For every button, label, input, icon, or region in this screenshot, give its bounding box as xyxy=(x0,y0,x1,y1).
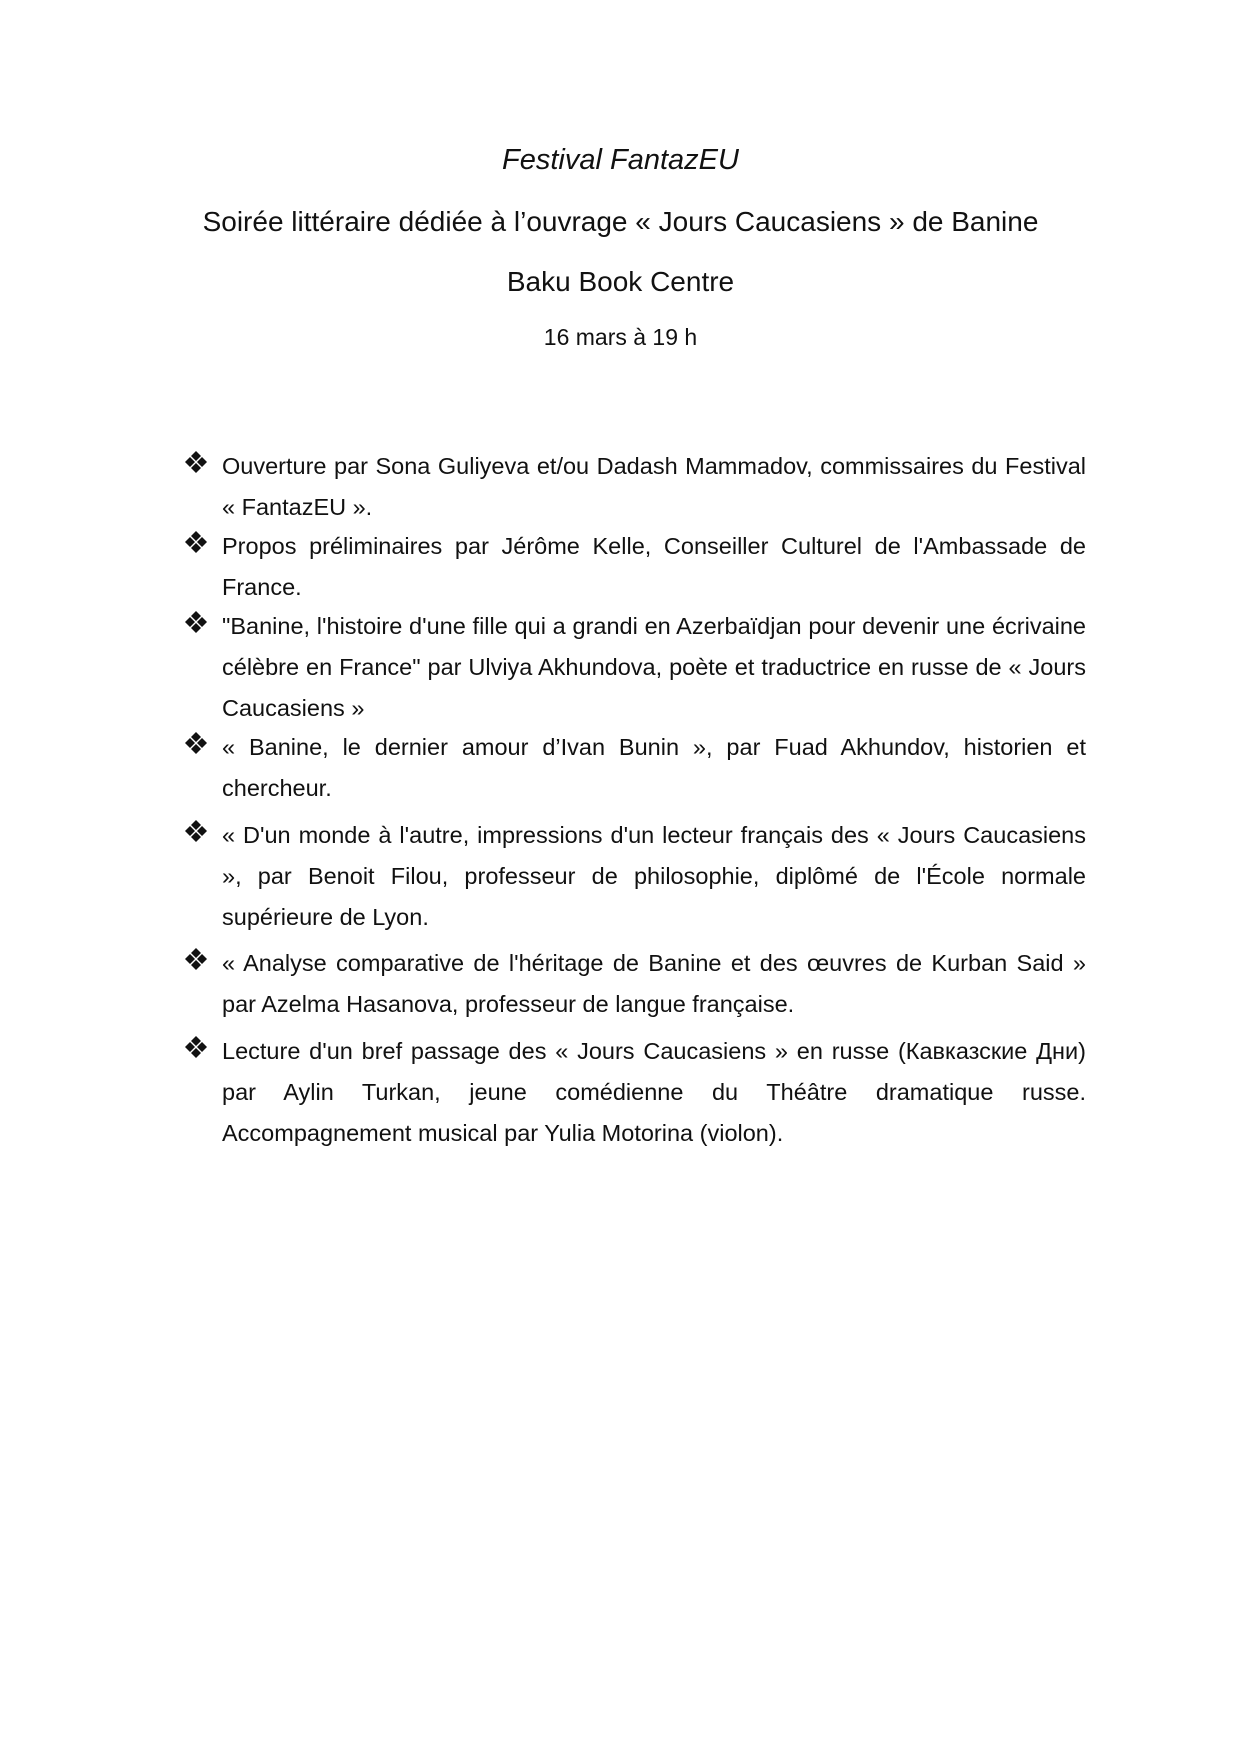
program-item-text: Lecture d'un bref passage des « Jours Caucasiens » en russe (Кавказские Дни) par Aylin Turkan, jeune comédienne du Théâtre dramatique russe. Accompagnement musical par Yulia Motorina (violon). xyxy=(222,1038,1086,1146)
diamond-four-bullet-icon xyxy=(184,610,208,634)
event-subtitle: Soirée littéraire dédiée à l’ouvrage « Jours Caucasiens » de Banine xyxy=(202,206,1039,237)
diamond-four-bullet-icon xyxy=(184,1035,208,1059)
diamond-four-bullet-icon xyxy=(184,530,208,554)
program-item-text: « Analyse comparative de l'héritage de Banine et des œuvres de Kurban Said » par Azelma Hasanova, professeur de langue française. xyxy=(222,950,1086,1017)
diamond-four-bullet-icon xyxy=(184,731,208,755)
diamond-four-bullet-icon xyxy=(184,819,208,843)
program-item-text: "Banine, l'histoire d'une fille qui a grandi en Azerbaïdjan pour devenir une écrivaine célèbre en France" par Ulviya Akhundova, poète et traductrice en russe de « Jours Caucasiens » xyxy=(222,613,1086,721)
event-date: 16 mars à 19 h xyxy=(543,324,698,350)
program-item-text: « D'un monde à l'autre, impressions d'un lecteur français des « Jours Caucasiens », par Benoit Filou, professeur de philosophie, diplômé de l'École normale supérieure de Lyon. xyxy=(222,822,1086,930)
diamond-four-bullet-icon xyxy=(184,947,208,971)
program-item-text: Ouverture par Sona Guliyeva et/ou Dadash Mammadov, commissaires du Festival « FantazEU ». xyxy=(222,453,1086,520)
program-item xyxy=(184,606,1090,726)
program-item xyxy=(184,1031,1090,1151)
program-item xyxy=(184,815,1090,935)
program-item-text: « Banine, le dernier amour d’Ivan Bunin », par Fuad Akhundov, historien et chercheur. xyxy=(222,734,1086,801)
festival-title: Festival FantazEU xyxy=(502,144,739,176)
program-item-text: Propos préliminaires par Jérôme Kelle, Conseiller Culturel de l'Ambassade de France. xyxy=(222,533,1086,600)
event-venue: Baku Book Centre xyxy=(506,266,735,297)
diamond-four-bullet-icon xyxy=(184,450,208,474)
